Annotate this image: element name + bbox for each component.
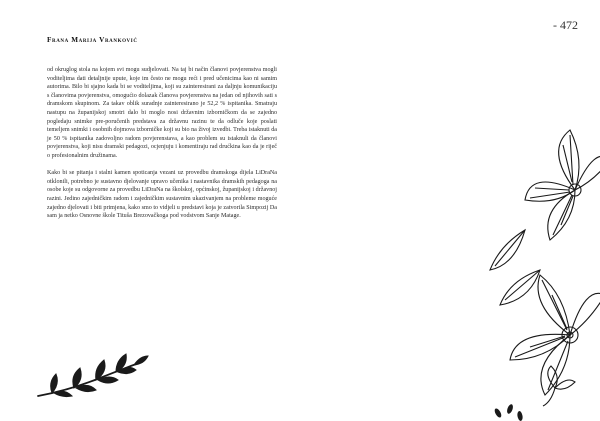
running-header-author: Frana Marija Vranković — [47, 36, 138, 44]
paragraph: Kako bi se pitanja i stalni kamen spoticanja vezani uz provedbu dramskoga dijela LiDraNa otklonili, potrebno je sustavno djelovanje upravo učenika i nastavnika dramskih pedagoga na osobe koje su odgovorne za provedbu LiDraNa na školskoj, općinskoj, županijskoj i državnoj razini. Jedino zajedničkim radom i zajedničkim sustavnim ukazivanjem na probleme moguće zajedno djelovati i biti primjena, kako smo to vidjeli u predstavi koja je zatvorila Simpozij Da sam ja netko Osnovne škole Tituša Brezovačkoga pod vodstvom Sanje Matage. — [47, 170, 277, 220]
leafy-branch-icon — [30, 350, 150, 400]
paragraph: od okruglog stola na kojem svi mogu sudjelovati. Na taj bi način članovi povjerenstva mogli voditeljima dati detaljnije upute, koje im često ne mogu reći i pred učenicima kao ni samim autorima. Bilo bi sjajno kada bi se voditeljima, koji su zainteresirani za daljnju komunikaciju s članovima povjerenstva, omogućio dolazak članova povjerenstva na jedan od njihovih sati s dramskom skupinom. Za takav oblik suradnje zainteresirano je 52,2 % ispitanika. Smatraju nastupu na županijskoj smotri dalo bi moglo nosi državnim izborničkom da se zajedno pogledaju snimke pre-poručenih predstava za državnu razinu te da odluče koje poslati temeljem snimki i osobnih dojmova izborničke koji su bio na živoj izvedbi. Treba istaknuti da je 50 % ispitanika zadovoljno radom povjerenstava, a kao problem su istaknuli da članovi povjerenstva, koji nisu dramski pedagozi, ocjenjuju i komentiraju rad drućkina kao da je riječ o profesionalnim družinama. — [47, 67, 277, 159]
body-text — [47, 66, 277, 229]
floral-illustration-icon — [470, 120, 600, 421]
page-number: - 472 — [553, 18, 578, 32]
